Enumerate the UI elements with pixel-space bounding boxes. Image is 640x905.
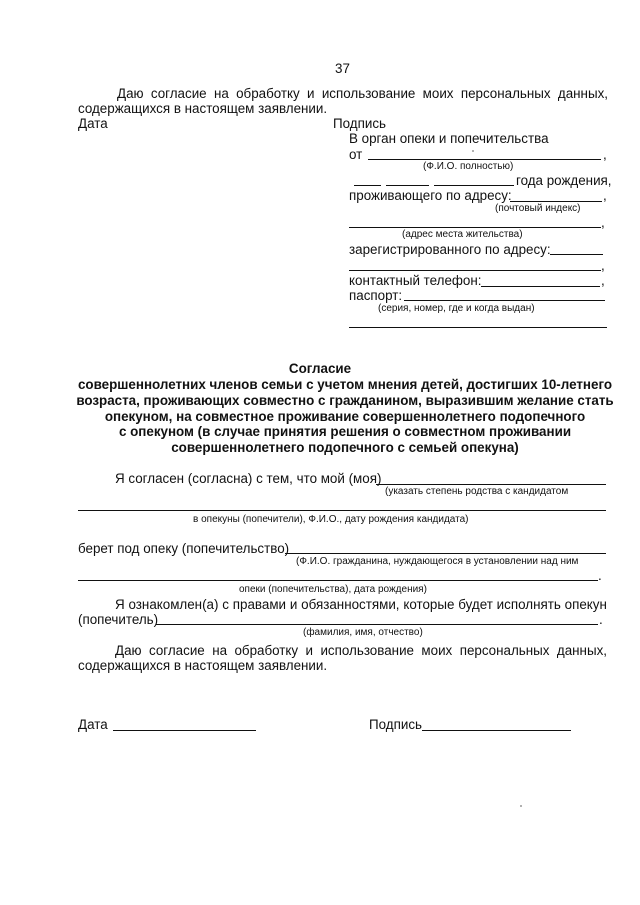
ward-line[interactable]: [285, 553, 606, 554]
postal-index-line[interactable]: [510, 201, 602, 202]
registered-comma: ,: [601, 258, 605, 273]
word: на: [213, 86, 229, 101]
word: персональных: [459, 643, 550, 658]
birth-month-line[interactable]: [386, 185, 429, 186]
phone-line[interactable]: [481, 286, 600, 287]
phone-label: контактный телефон:: [349, 273, 482, 288]
word: на: [212, 643, 228, 658]
bottom-consent-line1: [115, 643, 607, 659]
top-consent-line2: содержащихся в настоящем заявлении.: [78, 101, 328, 116]
postal-hint: (почтовый индекс): [495, 203, 581, 214]
word: моих: [422, 86, 454, 101]
custody-line[interactable]: [78, 580, 598, 581]
birth-year-line[interactable]: [434, 185, 514, 186]
page-number: 37: [335, 61, 350, 76]
guardian-name-line[interactable]: [156, 624, 598, 625]
word: обработку: [236, 86, 300, 101]
ward-hint: (Ф.И.О. гражданина, нуждающегося в установлении над ним: [296, 556, 579, 567]
acquainted-line: [115, 597, 607, 613]
top-signature-label: Подпись: [333, 116, 386, 131]
from-label: от: [349, 147, 363, 162]
title-line: совершеннолетних членов семьи с учетом мнения детей, достигших 10-летнего: [77, 377, 613, 392]
agree-line: Я согласен (согласна) с тем, что мой (моя): [115, 471, 382, 486]
residence-hint: (адрес места жительства): [402, 229, 523, 240]
title-line: с опекуном (в случае принятия решения о совместном проживании: [118, 424, 572, 439]
word: будет: [458, 597, 493, 612]
registered-line-1[interactable]: [550, 254, 603, 255]
title-line: опекуном, на совместное проживание совершеннолетнего подопечного: [104, 409, 586, 424]
word: которые: [403, 597, 455, 612]
phone-comma: ,: [601, 273, 605, 288]
word: Даю: [115, 643, 142, 658]
word: и: [307, 86, 315, 101]
guardian-label: (попечитель): [78, 612, 159, 627]
passport-label: паспорт:: [349, 288, 403, 303]
word: Я: [115, 597, 125, 612]
word: исполнять: [496, 597, 561, 612]
birth-day-line[interactable]: [354, 185, 381, 186]
registered-line-2[interactable]: [349, 270, 601, 271]
word: персональных: [460, 86, 551, 101]
to-authority: В орган опеки и попечительства: [349, 131, 549, 146]
custody-hint: опеки (попечительства), дата рождения): [239, 584, 427, 595]
word: согласие: [150, 86, 207, 101]
passport-line-2[interactable]: [349, 327, 607, 328]
word: использование: [320, 643, 414, 658]
top-date-label: Дата: [78, 116, 108, 131]
from-field-line[interactable]: [368, 159, 601, 160]
bottom-consent-line2: содержащихся в настоящем заявлении.: [78, 658, 328, 673]
kinship-hint: (указать степень родства с кандидатом: [385, 486, 569, 497]
word: с: [222, 597, 229, 612]
candidate-hint: в опекуны (попечители), Ф.И.О., дату рождения кандидата): [193, 514, 469, 525]
word: ознакомлен(а): [128, 597, 219, 612]
title-line: совершеннолетнего подопечного с семьей опекуна): [171, 440, 519, 455]
footer-signature-label: Подпись: [369, 717, 422, 732]
scan-speck: [520, 805, 522, 807]
name-hint: (фамилия, имя, отчество): [303, 627, 423, 638]
word: опекун: [564, 597, 607, 612]
residing-label: проживающего по адресу:: [349, 188, 512, 203]
residing-comma: ,: [603, 188, 607, 203]
passport-line[interactable]: [404, 300, 605, 301]
from-comma: ,: [603, 147, 607, 162]
kinship-line[interactable]: [376, 484, 606, 485]
top-consent-line1: [117, 86, 608, 102]
word: использование: [321, 86, 416, 101]
word: моих: [421, 643, 453, 658]
candidate-line[interactable]: [78, 510, 606, 511]
word: Даю: [117, 86, 144, 101]
scan-speck: [472, 150, 474, 152]
residence-comma: ,: [601, 215, 605, 230]
footer-signature-line[interactable]: [422, 730, 571, 731]
guardian-period: .: [599, 612, 603, 627]
word: согласие: [148, 643, 205, 658]
word: обязанностями,: [301, 597, 400, 612]
residence-line[interactable]: [349, 227, 601, 228]
takes-custody-label: берет под опеку (попечительство): [78, 541, 290, 556]
custody-period: .: [598, 568, 602, 583]
registered-label: зарегистрированного по адресу:: [349, 242, 551, 257]
footer-date-line[interactable]: [113, 730, 256, 731]
title-heading: Согласие: [288, 361, 352, 376]
word: правами: [232, 597, 287, 612]
word: и: [305, 643, 314, 658]
passport-hint: (серия, номер, где и когда выдан): [378, 303, 535, 314]
fio-hint: (Ф.И.О. полностью): [423, 161, 514, 172]
birth-year-label: года рождения,: [516, 173, 612, 188]
word: данных,: [556, 643, 607, 658]
footer-date-label: Дата: [78, 717, 108, 732]
word: и: [289, 597, 298, 612]
title-line: возраста, проживающих совместно с гражданином, выразившим желание стать: [76, 393, 614, 408]
word: данных,: [557, 86, 608, 101]
word: обработку: [234, 643, 299, 658]
